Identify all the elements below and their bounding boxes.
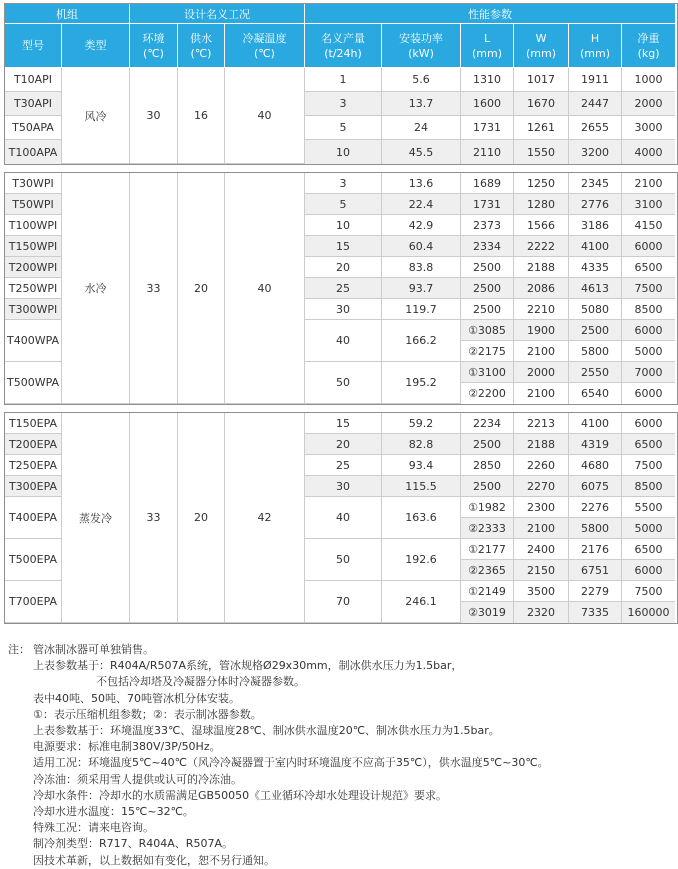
spec-table-2 [5, 173, 675, 404]
note-line [8, 707, 678, 723]
net-weight-cell: 4000 [622, 140, 675, 164]
notes-label: 注： [8, 643, 30, 656]
type-cell: 蒸发冷 [62, 413, 130, 623]
model-cell: T200EPA [5, 434, 62, 455]
power-cell: 13.7 [382, 92, 461, 116]
column-label: 名义产量 [321, 31, 366, 45]
spec-block-3 [4, 412, 678, 624]
model-cell: T100APA [5, 140, 62, 164]
net-weight-cell: 6000 [622, 236, 675, 257]
height-cell: 4335 [569, 257, 622, 278]
length-cell: 2500 [461, 476, 514, 497]
capacity-cell: 20 [305, 434, 382, 455]
note-text: 冷却水条件：冷却水的水质需满足GB50050《工业循环冷却水处理设计规范》要求。 [33, 788, 448, 802]
width-cell: 2213 [514, 413, 569, 434]
net-weight-cell: 6000 [622, 413, 675, 434]
note-text: 因技术革新，以上数据如有变化，恕不另行通知。 [33, 853, 275, 867]
condensing-temp-cell: 40 [225, 173, 305, 404]
column-label: 型号 [22, 39, 44, 52]
model-cell: T150EPA [5, 413, 62, 434]
net-weight-cell: 4150 [622, 215, 675, 236]
height-cell: 2550 [569, 362, 622, 383]
net-weight-cell: 6500 [622, 434, 675, 455]
model-cell: T300WPI [5, 299, 62, 320]
width-cell: 3500 [514, 581, 569, 602]
width-cell: 2260 [514, 455, 569, 476]
model-cell: T50APA [5, 116, 62, 140]
capacity-cell: 10 [305, 140, 382, 164]
length-cell: 2850 [461, 455, 514, 476]
power-cell: 93.4 [382, 455, 461, 476]
height-cell: 4319 [569, 434, 622, 455]
ambient-temp-cell: 30 [130, 68, 178, 164]
width-cell: 2100 [514, 383, 569, 404]
column-label: 净重 [637, 31, 660, 45]
note-text: 电源要求：标准电制380V/3P/50Hz。 [33, 740, 221, 754]
supply-water-temp-cell: 20 [178, 173, 225, 404]
column-header-2 [62, 24, 130, 68]
power-cell: 166.2 [382, 320, 461, 362]
net-weight-cell: 7500 [622, 278, 675, 299]
net-weight-cell: 3100 [622, 194, 675, 215]
power-cell: 246.1 [382, 581, 461, 623]
height-cell: 4100 [569, 413, 622, 434]
type-cell: 风冷 [62, 68, 130, 164]
length-cell: 1731 [461, 116, 514, 140]
type-cell: 水冷 [62, 173, 130, 404]
note-text: 冷却水进水温度：15℃~32℃。 [33, 805, 194, 819]
column-unit: (℃) [143, 46, 164, 60]
net-weight-cell: 1000 [622, 68, 675, 92]
note-text: ①：表示压缩机组参数；②：表示制冰器参数。 [33, 707, 262, 721]
ambient-temp-cell: 33 [130, 413, 178, 623]
capacity-cell: 3 [305, 173, 382, 194]
supply-water-temp-cell: 20 [178, 413, 225, 623]
note-text: 上表参数基于：环境温度33℃、湿球温度28℃、制冰供水温度20℃、制冰供水压力为1.5bar。 [33, 724, 500, 738]
capacity-cell: 25 [305, 455, 382, 476]
net-weight-cell: 5000 [622, 518, 675, 539]
length-cell: ②3019 [461, 602, 514, 623]
net-weight-cell: 2100 [622, 173, 675, 194]
net-weight-cell: 2000 [622, 92, 675, 116]
net-weight-cell: 7500 [622, 581, 675, 602]
capacity-cell: 70 [305, 581, 382, 623]
group-header-1: 机组 [5, 4, 130, 24]
note-text: 制冷剂类型：R717、R404A、R507A。 [33, 837, 233, 851]
height-cell: 5800 [569, 341, 622, 362]
width-cell: 2300 [514, 497, 569, 518]
width-cell: 1566 [514, 215, 569, 236]
width-cell: 1550 [514, 140, 569, 164]
width-cell: 2100 [514, 518, 569, 539]
note-text: 上表参数基于：R404A/R507A系统，管冰规格Ø29x30mm，制冰供水压力为1.5bar， [33, 659, 463, 673]
power-cell: 115.5 [382, 476, 461, 497]
capacity-cell: 3 [305, 92, 382, 116]
column-label: H [590, 31, 600, 45]
model-cell: T400WPA [5, 320, 62, 362]
power-cell: 119.7 [382, 299, 461, 320]
group-header-2: 设计名义工况 [130, 4, 305, 24]
net-weight-cell: 3000 [622, 116, 675, 140]
height-cell: 1911 [569, 68, 622, 92]
model-cell: T30API [5, 92, 62, 116]
net-weight-cell: 6500 [622, 257, 675, 278]
note-line [8, 723, 678, 739]
table-row [5, 173, 675, 194]
height-cell: 3200 [569, 140, 622, 164]
power-cell: 5.6 [382, 68, 461, 92]
width-cell: 1900 [514, 320, 569, 341]
length-cell: 2234 [461, 413, 514, 434]
capacity-cell: 40 [305, 497, 382, 539]
width-cell: 2210 [514, 299, 569, 320]
model-cell: T50WPI [5, 194, 62, 215]
column-header-10 [569, 24, 622, 68]
spec-table-3 [5, 413, 675, 623]
note-text: 表中40吨、50吨、70吨管冰机分体安装。 [33, 691, 240, 705]
height-cell: 3186 [569, 215, 622, 236]
supply-water-temp-cell: 16 [178, 68, 225, 164]
length-cell: 2334 [461, 236, 514, 257]
capacity-cell: 25 [305, 278, 382, 299]
power-cell: 192.6 [382, 539, 461, 581]
note-text: 适用工况：环境温度5℃~40℃（风冷冷凝器置于室内时环境温度不应高于35℃），供水温度5℃~30℃。 [33, 756, 549, 770]
power-cell: 93.7 [382, 278, 461, 299]
note-line [8, 739, 678, 755]
height-cell: 6075 [569, 476, 622, 497]
power-cell: 60.4 [382, 236, 461, 257]
width-cell: 2222 [514, 236, 569, 257]
length-cell: 2500 [461, 434, 514, 455]
height-cell: 2176 [569, 539, 622, 560]
group-header-row [5, 4, 675, 24]
column-label: 供水 [190, 31, 212, 45]
width-cell: 1250 [514, 173, 569, 194]
model-cell: T250EPA [5, 455, 62, 476]
length-cell: ①3100 [461, 362, 514, 383]
capacity-cell: 15 [305, 413, 382, 434]
model-cell: T10API [5, 68, 62, 92]
capacity-cell: 15 [305, 236, 382, 257]
width-cell: 2150 [514, 560, 569, 581]
height-cell: 6540 [569, 383, 622, 404]
length-cell: 1310 [461, 68, 514, 92]
net-weight-cell: 160000 [622, 602, 675, 623]
note-text: 管冰制冰器可单独销售。 [33, 643, 154, 656]
column-header-1 [5, 24, 62, 68]
height-cell: 2279 [569, 581, 622, 602]
height-cell: 7335 [569, 602, 622, 623]
length-cell: ①2149 [461, 581, 514, 602]
length-cell: 2373 [461, 215, 514, 236]
column-header-5 [225, 24, 305, 68]
width-cell: 1670 [514, 92, 569, 116]
power-cell: 59.2 [382, 413, 461, 434]
note-line [8, 642, 678, 658]
note-line [8, 658, 678, 674]
width-cell: 2320 [514, 602, 569, 623]
height-cell: 4613 [569, 278, 622, 299]
model-cell: T100WPI [5, 215, 62, 236]
height-cell: 2500 [569, 320, 622, 341]
length-cell: ①2177 [461, 539, 514, 560]
power-cell: 82.8 [382, 434, 461, 455]
width-cell: 2188 [514, 434, 569, 455]
column-header-6 [305, 24, 382, 68]
length-cell: 1600 [461, 92, 514, 116]
capacity-cell: 30 [305, 476, 382, 497]
length-cell: 2500 [461, 257, 514, 278]
column-label: W [535, 31, 547, 45]
height-cell: 2655 [569, 116, 622, 140]
length-cell: ②2175 [461, 341, 514, 362]
length-cell: ①1982 [461, 497, 514, 518]
model-cell: T150WPI [5, 236, 62, 257]
power-cell: 42.9 [382, 215, 461, 236]
spec-table-1 [5, 4, 675, 164]
note-line [8, 772, 678, 788]
length-cell: ②2365 [461, 560, 514, 581]
notes-section [0, 631, 678, 869]
column-unit: (kW) [408, 46, 434, 60]
note-text: 不包括冷却塔及冷凝器分体时冷凝器参数。 [96, 675, 305, 689]
height-cell: 6751 [569, 560, 622, 581]
column-header-7 [382, 24, 461, 68]
height-cell: 4100 [569, 236, 622, 257]
note-line [8, 820, 678, 836]
table-row [5, 413, 675, 434]
capacity-cell: 50 [305, 362, 382, 404]
height-cell: 2776 [569, 194, 622, 215]
table-row [5, 68, 675, 92]
column-unit: (t/24h) [324, 46, 362, 60]
model-cell: T250WPI [5, 278, 62, 299]
length-cell: ②2200 [461, 383, 514, 404]
capacity-cell: 1 [305, 68, 382, 92]
length-cell: 2110 [461, 140, 514, 164]
column-header-row [5, 24, 675, 68]
power-cell: 22.4 [382, 194, 461, 215]
length-cell: 2500 [461, 299, 514, 320]
column-header-3 [130, 24, 178, 68]
model-cell: T400EPA [5, 497, 62, 539]
table-header [5, 4, 675, 68]
note-line [8, 691, 678, 707]
model-cell: T500WPA [5, 362, 62, 404]
model-cell: T500EPA [5, 539, 62, 581]
note-line [8, 674, 678, 690]
net-weight-cell: 6500 [622, 539, 675, 560]
condensing-temp-cell: 42 [225, 413, 305, 623]
spec-block-1 [4, 3, 678, 165]
width-cell: 2188 [514, 257, 569, 278]
net-weight-cell: 5500 [622, 497, 675, 518]
power-cell: 24 [382, 116, 461, 140]
note-text: 冷冻油：须采用雪人提供或认可的冷冻油。 [33, 772, 242, 786]
net-weight-cell: 6000 [622, 383, 675, 404]
column-unit: (℃) [254, 46, 275, 60]
length-cell: 1731 [461, 194, 514, 215]
model-cell: T200WPI [5, 257, 62, 278]
power-cell: 13.6 [382, 173, 461, 194]
net-weight-cell: 8500 [622, 476, 675, 497]
column-unit: (mm) [526, 46, 557, 60]
note-line [8, 853, 678, 869]
column-header-8 [461, 24, 514, 68]
column-label: 安装功率 [399, 31, 444, 45]
capacity-cell: 10 [305, 215, 382, 236]
height-cell: 2447 [569, 92, 622, 116]
column-unit: (mm) [472, 46, 503, 60]
power-cell: 83.8 [382, 257, 461, 278]
column-header-4 [178, 24, 225, 68]
width-cell: 1261 [514, 116, 569, 140]
capacity-cell: 40 [305, 320, 382, 362]
net-weight-cell: 7000 [622, 362, 675, 383]
note-line [8, 755, 678, 771]
note-text: 特殊工况：请来电咨询。 [33, 821, 154, 835]
net-weight-cell: 6000 [622, 320, 675, 341]
height-cell: 2345 [569, 173, 622, 194]
width-cell: 2086 [514, 278, 569, 299]
column-unit: (kg) [637, 46, 660, 60]
power-cell: 45.5 [382, 140, 461, 164]
capacity-cell: 5 [305, 194, 382, 215]
power-cell: 163.6 [382, 497, 461, 539]
column-label: 环境 [142, 31, 165, 45]
width-cell: 2100 [514, 341, 569, 362]
column-unit: (℃) [190, 46, 212, 60]
width-cell: 2270 [514, 476, 569, 497]
length-cell: ②2333 [461, 518, 514, 539]
ambient-temp-cell: 33 [130, 173, 178, 404]
note-line [8, 804, 678, 820]
height-cell: 5800 [569, 518, 622, 539]
note-line [8, 788, 678, 804]
spec-block-2 [4, 172, 678, 405]
net-weight-cell: 6000 [622, 560, 675, 581]
group-header-3: 性能参数 [305, 4, 675, 24]
width-cell: 1017 [514, 68, 569, 92]
capacity-cell: 50 [305, 539, 382, 581]
power-cell: 195.2 [382, 362, 461, 404]
height-cell: 4680 [569, 455, 622, 476]
model-cell: T700EPA [5, 581, 62, 623]
column-header-9 [514, 24, 569, 68]
net-weight-cell: 7500 [622, 455, 675, 476]
model-cell: T300EPA [5, 476, 62, 497]
width-cell: 2400 [514, 539, 569, 560]
condensing-temp-cell: 40 [225, 68, 305, 164]
height-cell: 2276 [569, 497, 622, 518]
length-cell: ①3085 [461, 320, 514, 341]
height-cell: 5080 [569, 299, 622, 320]
model-cell: T30WPI [5, 173, 62, 194]
capacity-cell: 30 [305, 299, 382, 320]
net-weight-cell: 5000 [622, 341, 675, 362]
column-label: 类型 [84, 39, 107, 52]
length-cell: 2500 [461, 278, 514, 299]
width-cell: 2000 [514, 362, 569, 383]
column-label: 冷凝温度 [242, 31, 287, 45]
width-cell: 1280 [514, 194, 569, 215]
capacity-cell: 20 [305, 257, 382, 278]
column-header-11 [622, 24, 675, 68]
column-label: L [483, 31, 491, 45]
net-weight-cell: 8500 [622, 299, 675, 320]
length-cell: 1689 [461, 173, 514, 194]
column-unit: (mm) [580, 46, 611, 60]
capacity-cell: 5 [305, 116, 382, 140]
note-line [8, 836, 678, 852]
